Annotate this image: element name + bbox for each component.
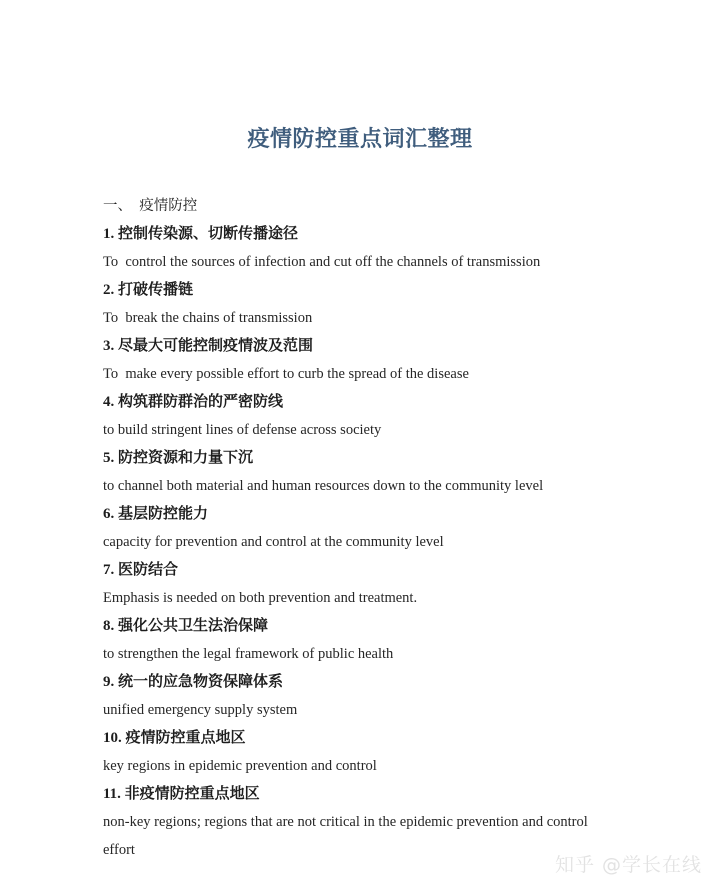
vocabulary-entry bbox=[103, 780, 615, 864]
vocabulary-entry bbox=[103, 724, 615, 780]
entry-translation: key regions in epidemic prevention and control bbox=[103, 758, 377, 774]
vocabulary-entry bbox=[103, 556, 615, 612]
entry-translation: To break the chains of transmission bbox=[103, 310, 313, 326]
entry-term: 4. 构筑群防群治的严密防线 bbox=[103, 394, 284, 410]
entry-term: 5. 防控资源和力量下沉 bbox=[103, 450, 254, 466]
watermark: 知乎 @学长在线 bbox=[554, 854, 702, 876]
vocabulary-entry bbox=[103, 500, 615, 556]
entry-translation: unified emergency supply system bbox=[103, 702, 298, 718]
vocabulary-entry bbox=[103, 444, 615, 500]
entry-translation: to channel both material and human resources down to the community level bbox=[103, 478, 544, 494]
vocabulary-entry bbox=[103, 612, 615, 668]
document-body bbox=[103, 192, 615, 864]
entry-term: 10. 疫情防控重点地区 bbox=[103, 730, 246, 746]
entry-translation: Emphasis is needed on both prevention and treatment. bbox=[103, 590, 418, 606]
vocabulary-entry bbox=[103, 668, 615, 724]
entry-term: 2. 打破传播链 bbox=[103, 282, 194, 298]
vocabulary-entry bbox=[103, 332, 615, 388]
entry-term: 7. 医防结合 bbox=[103, 562, 179, 578]
entry-translation: capacity for prevention and control at the community level bbox=[103, 534, 444, 550]
entry-term: 9. 统一的应急物资保障体系 bbox=[103, 674, 284, 690]
page-title: 疫情防控重点词汇整理 bbox=[247, 126, 473, 151]
entry-term: 11. 非疫情防控重点地区 bbox=[103, 786, 260, 802]
vocabulary-entry bbox=[103, 388, 615, 444]
section-heading: 一、 疫情防控 bbox=[103, 198, 198, 214]
entry-term: 8. 强化公共卫生法治保障 bbox=[103, 618, 269, 634]
vocabulary-entry bbox=[103, 220, 615, 276]
entry-translation: to build stringent lines of defense across society bbox=[103, 422, 382, 438]
entry-translation: to strengthen the legal framework of public health bbox=[103, 646, 394, 662]
entry-term: 6. 基层防控能力 bbox=[103, 506, 209, 522]
entry-term: 1. 控制传染源、切断传播途径 bbox=[103, 226, 299, 242]
entry-translation: To control the sources of infection and cut off the channels of transmission bbox=[103, 254, 541, 270]
vocabulary-entry bbox=[103, 276, 615, 332]
entry-translation: non-key regions; regions that are not critical in the epidemic prevention and control effort bbox=[103, 814, 592, 858]
entry-translation: To make every possible effort to curb the spread of the disease bbox=[103, 366, 469, 382]
entry-term: 3. 尽最大可能控制疫情波及范围 bbox=[103, 338, 314, 354]
